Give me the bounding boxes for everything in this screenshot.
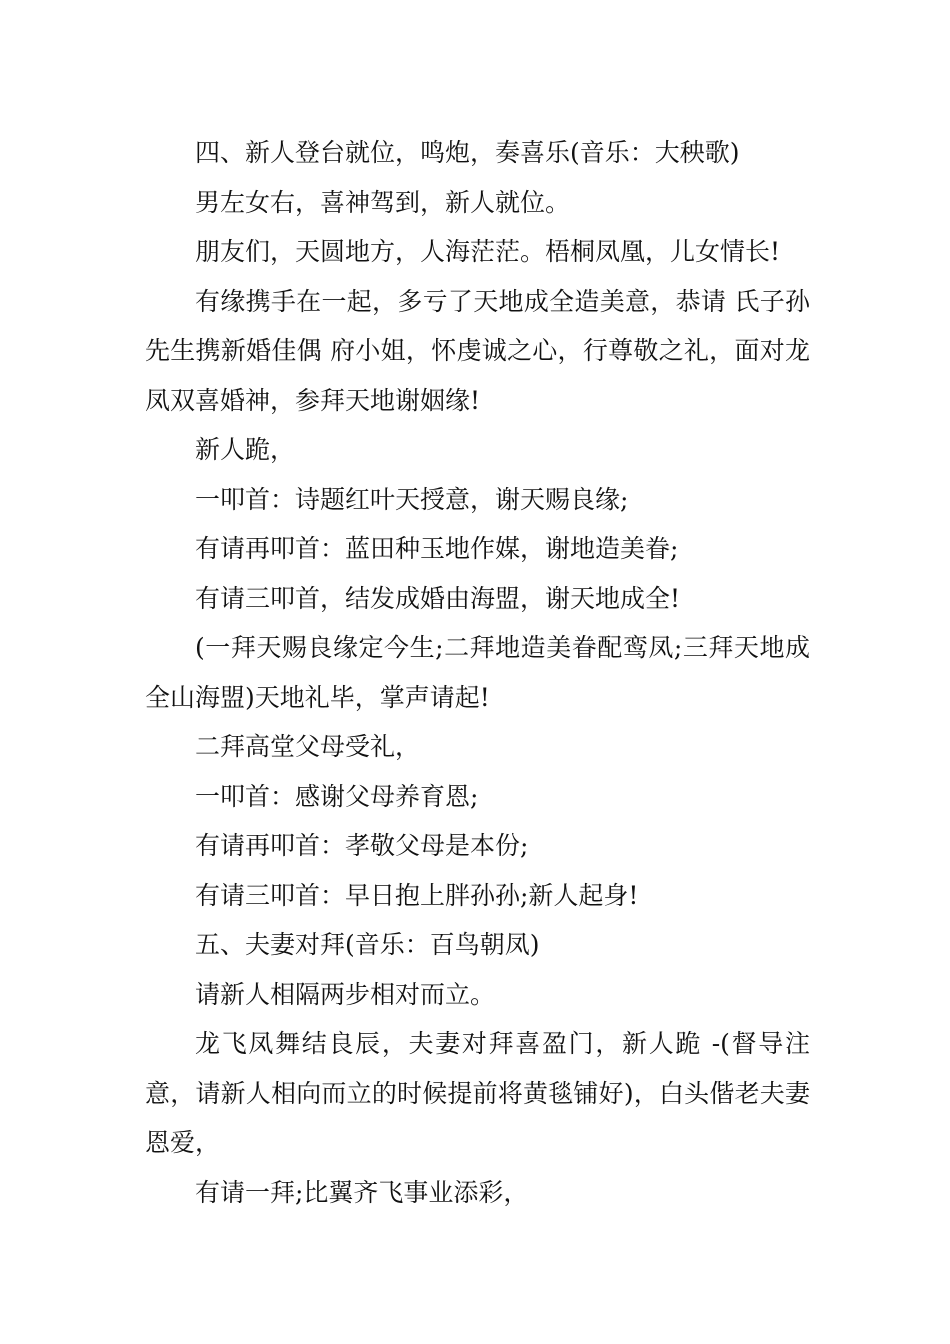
paragraph-3: 朋友们，天圆地方，人海茫茫。梧桐凤凰，儿女情长! [195,237,781,266]
paragraph-4: 有缘携手在一起，多亏了天地成全造美意，恭请 氏子孙 先生携新婚佳偶 府小姐，怀虔诚之心，行尊敬之礼，面对龙凤双喜婚神，参拜天地谢姻缘! [145,286,810,415]
paragraph-8: 有请三叩首，结发成婚由海盟，谢天地成全! [195,583,681,613]
document-body [145,128,810,1217]
paragraph-9: (一拜天赐良缘定今生;二拜地造美眷配鸾凤;三拜天地成全山海盟)天地礼毕，掌声请起! [145,633,810,712]
paragraph-12: 有请再叩首：孝敬父母是本份; [195,831,529,860]
paragraph-6: 一叩首：诗题红叶天授意，谢天赐良缘; [195,484,629,514]
paragraph-16: 龙飞凤舞结良辰，夫妻对拜喜盈门，新人跪 -(督导注意，请新人相向而立的时候提前将黄毯铺好)，白头偕老夫妻恩爱， [145,1029,810,1157]
paragraph-1: 四、新人登台就位，鸣炮，奏喜乐(音乐：大秧歌) [195,138,740,167]
paragraph-7: 有请再叩首：蓝田种玉地作媒，谢地造美眷; [195,534,679,563]
paragraph-13: 有请三叩首：早日抱上胖孙孙;新人起身! [195,880,639,910]
paragraph-2: 男左女右，喜神驾到，新人就位。 [195,187,571,217]
paragraph-17: 有请一拜;比翼齐飞事业添彩， [195,1177,529,1207]
paragraph-15: 请新人相隔两步相对而立。 [195,979,496,1009]
paragraph-14: 五、夫妻对拜(音乐：百鸟朝凤) [195,930,540,959]
paragraph-5: 新人跪， [195,435,296,464]
paragraph-11: 一叩首：感谢父母养育恩; [195,781,479,811]
paragraph-10: 二拜高堂父母受礼， [195,732,421,761]
